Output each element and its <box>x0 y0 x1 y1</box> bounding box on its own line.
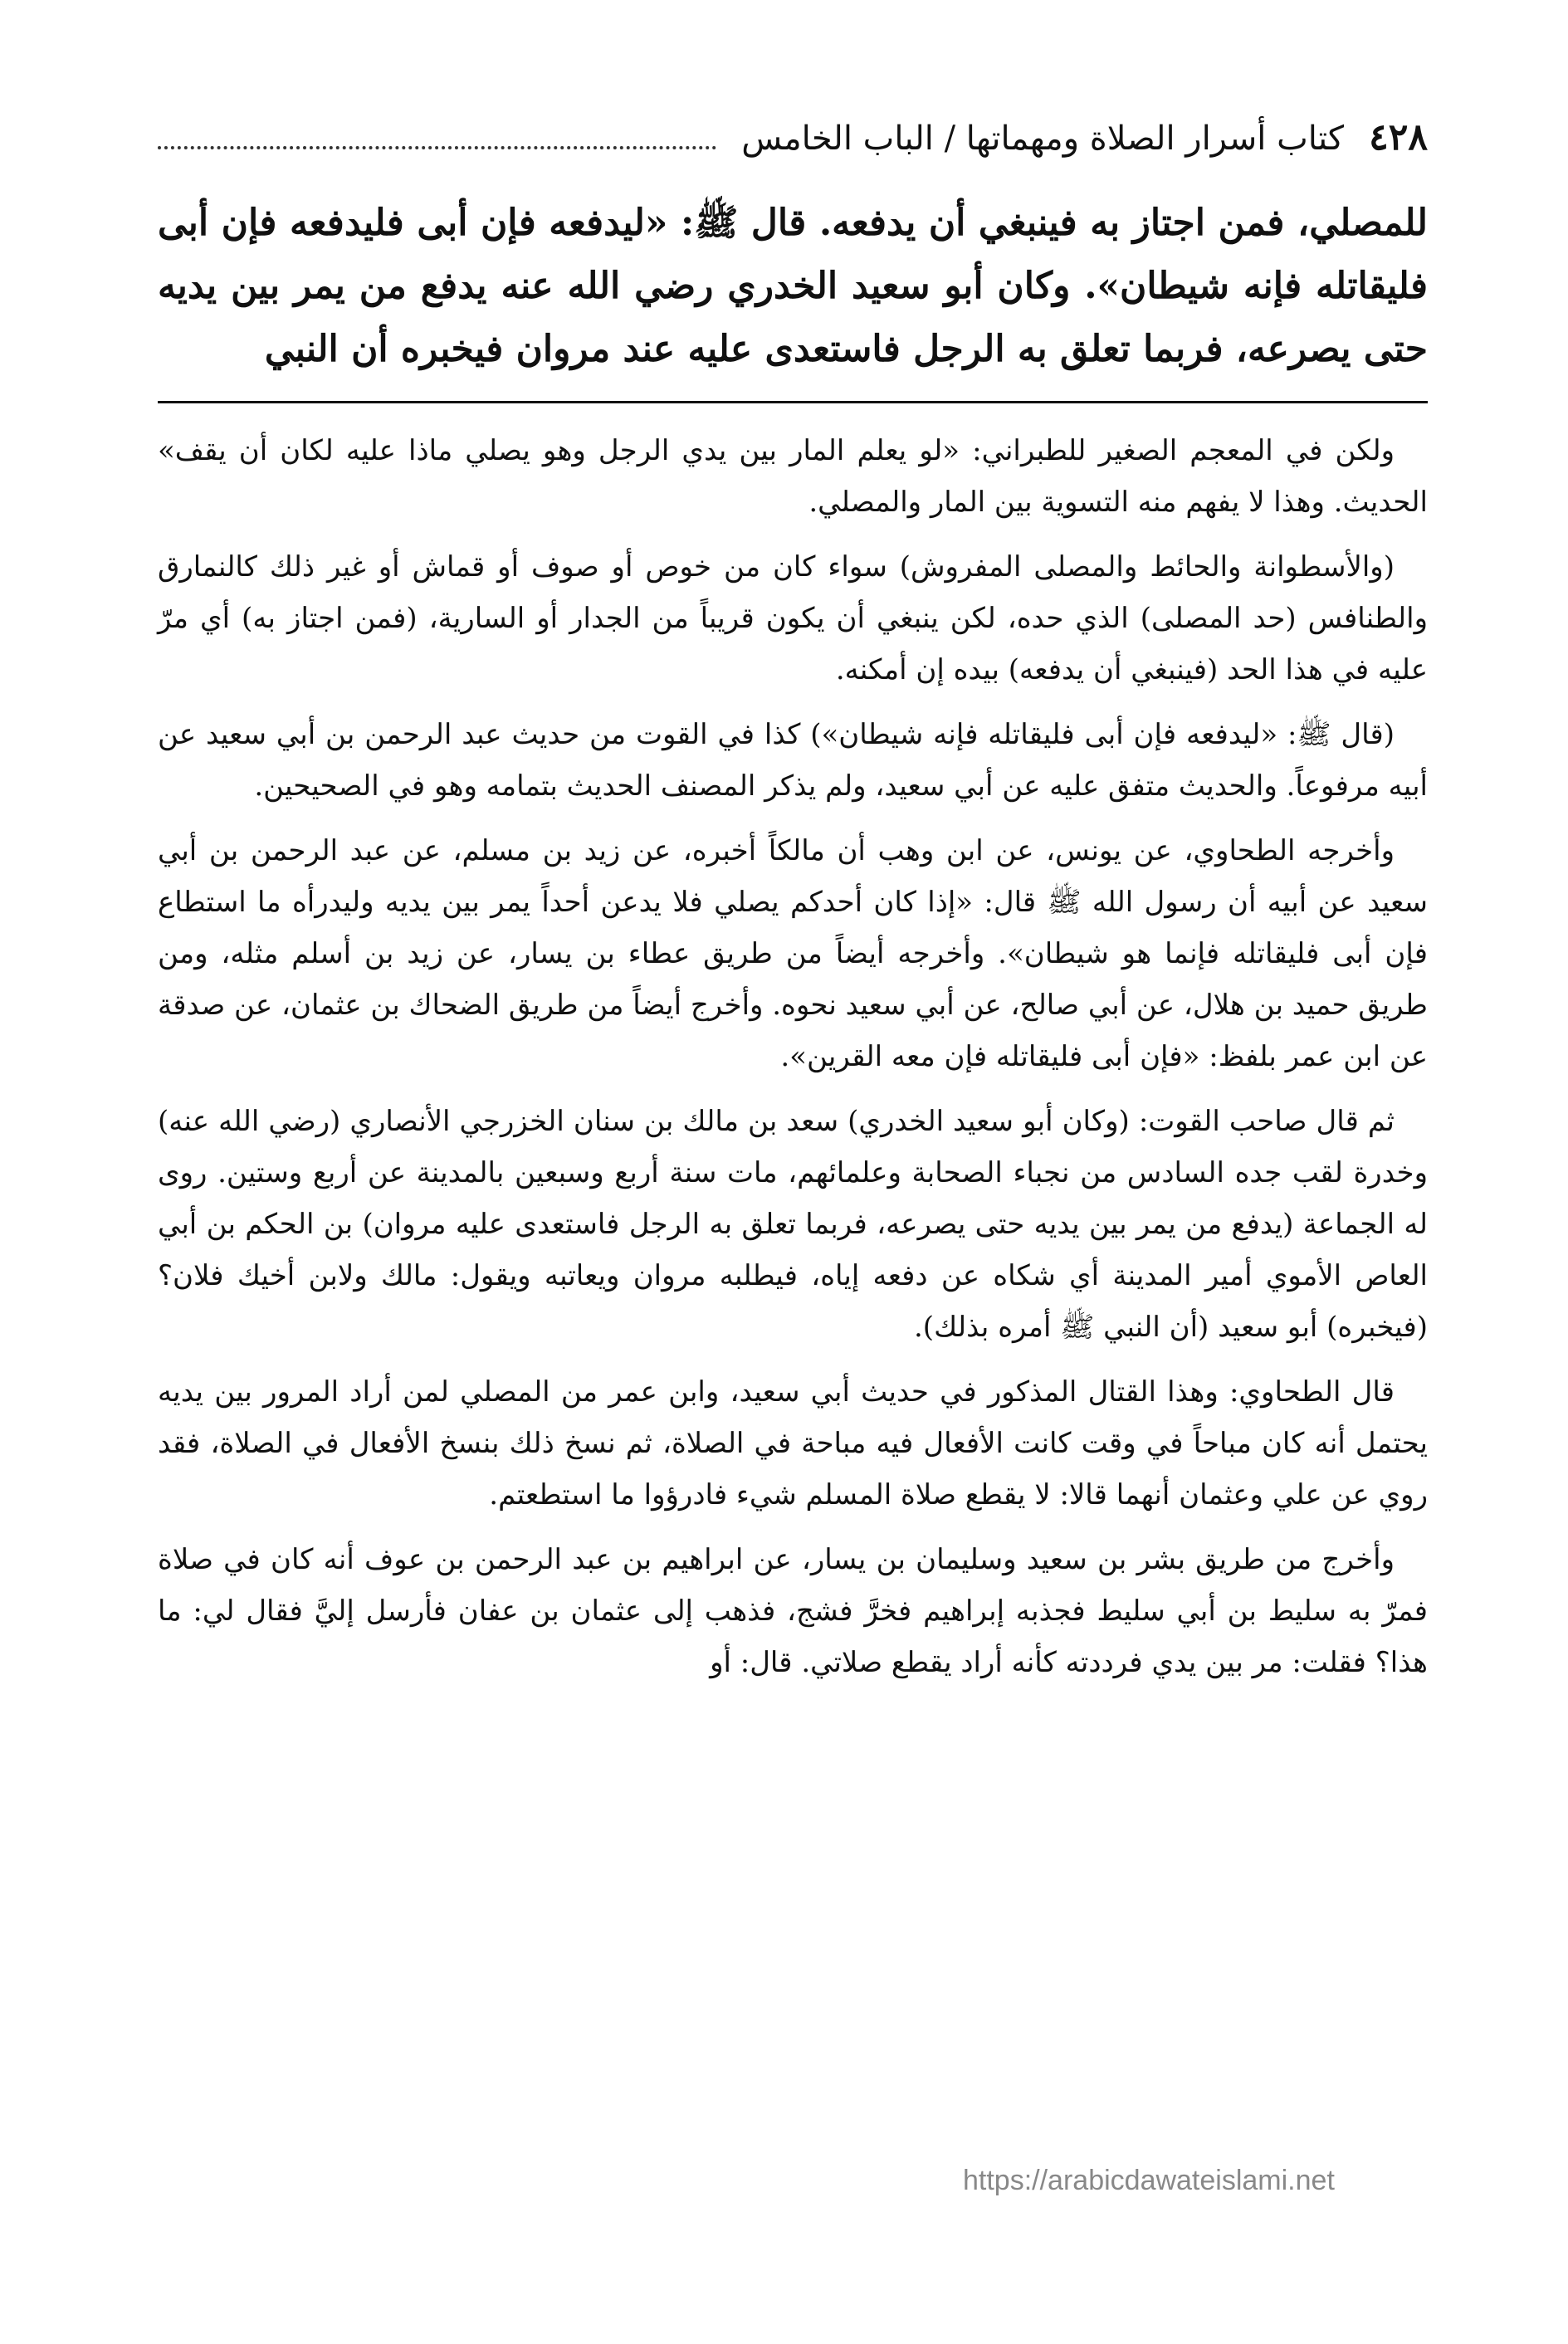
watermark-url: https://arabicdawateislami.net <box>963 2165 1335 2196</box>
commentary-paragraph: (قال ﷺ: «ليدفعه فإن أبى فليقاتله فإنه شيطان») كذا في القوت من حديث عبد الرحمن بن أبي سعيد عن أبيه مرفوعاً. والحديث متفق عليه عن أبي سعيد، ولم يذكر المصنف الحديث بتمامه وهو في الصحيحين. <box>158 718 1428 803</box>
running-title: كتاب أسرار الصلاة ومهماتها / الباب الخامس <box>741 120 1345 158</box>
page-header <box>158 116 1428 159</box>
book-page <box>158 116 1428 1702</box>
footnote-divider <box>158 401 1428 403</box>
main-text: للمصلي، فمن اجتاز به فينبغي أن يدفعه. قال ﷺ: «ليدفعه فإن أبى فليدفعه فإن أبى فليقاتله فإنه شيطان». وكان أبو سعيد الخدري رضي الله عنه يدفع من يمر بين يديه حتى يصرعه، فربما تعلق به الرجل فاستعدى عليه عند مروان فيخبره أن النبي <box>158 202 1428 370</box>
commentary-paragraph: وأخرج من طريق بشر بن سعيد وسليمان بن يسار، عن ابراهيم بن عبد الرحمن بن عوف أنه كان في صلاة فمرّ به سليط بن أبي سليط فجذبه إبراهيم فخرَّ فشج، فذهب إلى عثمان بن عفان فأرسل إليَّ فقال لي: ما هذا؟ فقلت: مر بين يدي فرددته كأنه أراد يقطع صلاتي. قال: أو <box>158 1543 1428 1679</box>
header-dots <box>158 138 716 149</box>
commentary-paragraph: (والأسطوانة والحائط والمصلى المفروش) سواء كان من خوص أو صوف أو قماش أو غير ذلك كالنمارق والطنافس (حد المصلى) الذي حده، لكن ينبغي أن يكون قريباً من الجدار أو السارية، (فمن اجتاز به) أي مرّ عليه في هذا الحد (فينبغي أن يدفعه) بيده إن أمكنه. <box>158 550 1428 686</box>
commentary-paragraph: ولكن في المعجم الصغير للطبراني: «لو يعلم المار بين يدي الرجل وهو يصلي ماذا عليه لكان أن يقف» الحديث. وهذا لا يفهم منه التسوية بين المار والمصلي. <box>158 434 1428 519</box>
page-number: ٤٢٨ <box>1369 116 1428 159</box>
commentary <box>158 425 1428 1688</box>
commentary-paragraph: وأخرجه الطحاوي، عن يونس، عن ابن وهب أن مالكاً أخبره، عن زيد بن مسلم، عن عبد الرحمن بن أبي سعيد عن أبيه أن رسول الله ﷺ قال: «إذا كان أحدكم يصلي فلا يدعن أحداً يمر بين يديه وليدرأه ما استطاع فإن أبى فليقاتله فإنما هو شيطان». وأخرجه أيضاً من طريق عطاء بن يسار، عن زيد بن أسلم مثله، ومن طريق حميد بن هلال، عن أبي صالح، عن أبي سعيد نحوه. وأخرج أيضاً من طريق الضحاك بن عثمان، عن صدقة عن ابن عمر بلفظ: «فإن أبى فليقاتله فإن معه القرين». <box>158 834 1429 1073</box>
commentary-paragraph: قال الطحاوي: وهذا القتال المذكور في حديث أبي سعيد، وابن عمر من المصلي لمن أراد المرور بين يديه يحتمل أنه كان مباحاً في وقت كانت الأفعال فيه مباحة في الصلاة، ثم نسخ ذلك بنسخ الأفعال في الصلاة، فقد روي عن علي وعثمان أنهما قالا: لا يقطع صلاة المسلم شيء فادرؤوا ما استطعتم. <box>158 1375 1428 1511</box>
commentary-paragraph: ثم قال صاحب القوت: (وكان أبو سعيد الخدري) سعد بن مالك بن سنان الخزرجي الأنصاري (رضي الله عنه) وخدرة لقب جده السادس من نجباء الصحابة وعلمائهم، مات سنة أربع وسبعين بالمدينة عن أربع وستين. روى له الجماعة (يدفع من يمر بين يديه حتى يصرعه، فربما تعلق به الرجل فاستعدى عليه مروان) بن الحكم بن أبي العاص الأموي أمير المدينة أي شكاه عن دفعه إياه، فيطلبه مروان ويعاتبه ويقول: مالك ولابن أخيك فلان؟ (فيخبره) أبو سعيد (أن النبي ﷺ أمره بذلك). <box>158 1105 1428 1344</box>
